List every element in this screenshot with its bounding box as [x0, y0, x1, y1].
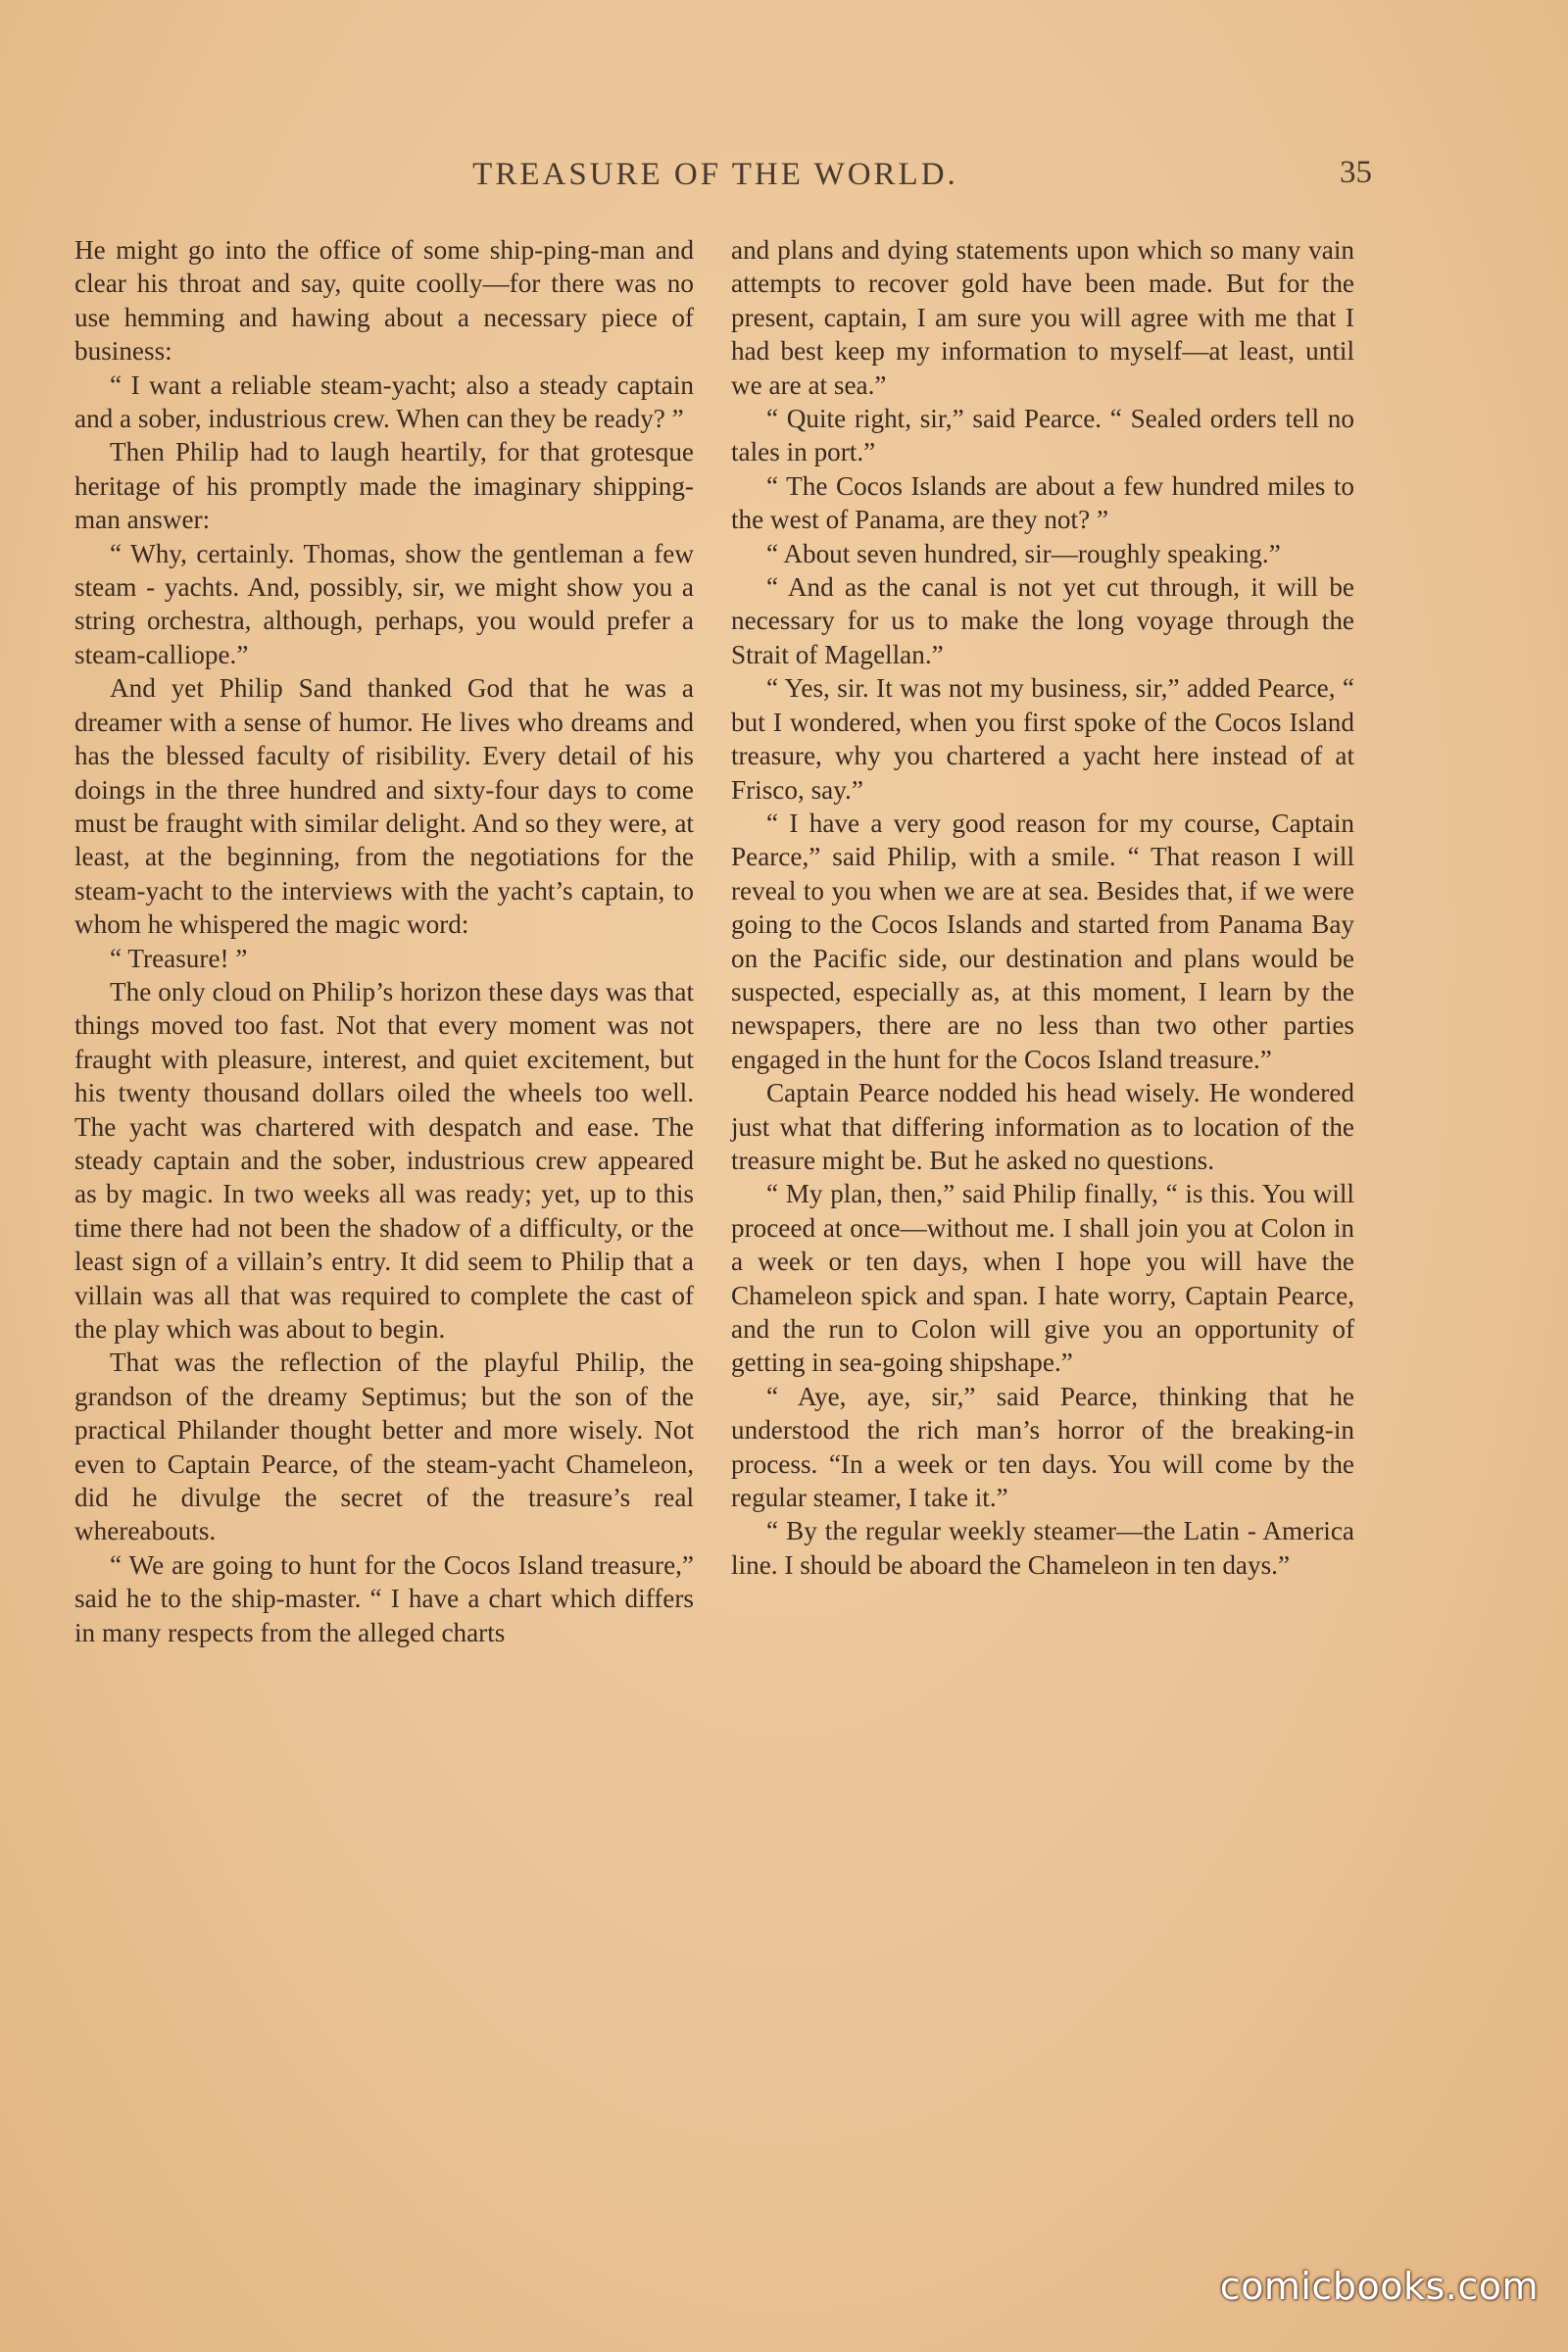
- paragraph: “ By the regular weekly steamer—the Latin - America line. I should be aboard the Chameleon in ten days.”: [731, 1516, 1354, 1580]
- paragraph: He might go into the office of some ship-ping-man and clear his throat and say, quite coolly—for there was no use hemming and hawing about a necessary piece of business:: [74, 235, 694, 367]
- paragraph: “ We are going to hunt for the Cocos Island treasure,” said he to the ship-master. “ I have a chart which differs in many respects from the alleged charts: [74, 1549, 694, 1647]
- paragraph: Then Philip had to laugh heartily, for that grotesque heritage of his promptly made the imaginary shipping-man answer:: [74, 437, 694, 535]
- paragraph: “ The Cocos Islands are about a few hundred miles to the west of Panama, are they not? ”: [731, 470, 1354, 535]
- page-header: [59, 147, 1372, 196]
- paragraph: That was the reflection of the playful Philip, the grandson of the dreamy Septimus; but the son of the practical Philander thought better and more wisely. Not even to Captain Pearce, of the steam-yacht Chameleon, did he divulge the secret of the treasure’s real whereabouts.: [74, 1348, 694, 1546]
- paragraph: “ And as the canal is not yet cut through, it will be necessary for us to make the long voyage through the Strait of Magellan.”: [731, 572, 1354, 669]
- paragraph: “ I have a very good reason for my course, Captain Pearce,” said Philip, with a smile. “ That reason I will reveal to you when we are at sea. Besides that, if we were going to the Cocos Islands and started from Panama Bay on the Pacific side, our destination and plans would be suspected, especially as, at this moment, I learn by the newspapers, there are no less than two other parties engaged in the hunt for the Cocos Island treasure.”: [731, 808, 1354, 1074]
- left-text-column: [74, 233, 694, 1649]
- paragraph: and plans and dying statements upon which so many vain attempts to recover gold have been made. But for the present, captain, I am sure you will agree with me that I had best keep my information to myself—at least, until we are at sea.”: [731, 235, 1354, 400]
- paragraph: And yet Philip Sand thanked God that he was a dreamer with a sense of humor. He lives who dreams and has the blessed faculty of risibility. Every detail of his doings in the three hundred and sixty-four days to come must be fraught with similar delight. And so they were, at least, at the beginning, from the negotiations for the steam-yacht to the interviews with the yacht’s captain, to whom he whispered the magic word:: [74, 673, 694, 940]
- running-head: TREASURE OF THE WORLD.: [472, 157, 958, 192]
- paragraph: “ Quite right, sir,” said Pearce. “ Sealed orders tell no tales in port.”: [731, 404, 1354, 467]
- paragraph: “ I want a reliable steam-yacht; also a steady captain and a sober, industrious crew. When can they be ready? ”: [74, 369, 694, 434]
- paragraph: “ Yes, sir. It was not my business, sir,” added Pearce, “ but I wondered, when you first spoke of the Cocos Island treasure, why you chartered a yacht here instead of at Frisco, say.”: [731, 673, 1354, 805]
- paragraph: “ About seven hundred, sir—roughly speaking.”: [766, 538, 1281, 568]
- page-number: 35: [1340, 155, 1372, 190]
- right-text-column: [731, 233, 1354, 1582]
- paragraph: “ Why, certainly. Thomas, show the gentleman a few steam - yachts. And, possibly, sir, we might show you a string orchestra, although, perhaps, you would prefer a steam-calliope.”: [74, 538, 694, 669]
- watermark: comicbooks.com: [1219, 2265, 1539, 2308]
- paragraph: “ My plan, then,” said Philip finally, “ is this. You will proceed at once—without me. I shall join you at Colon in a week or ten days, when I hope you will have the Chameleon spick and span. I hate worry, Captain Pearce, and the run to Colon will give you an opportunity of getting in sea-going shipshape.”: [731, 1179, 1354, 1378]
- paragraph: Captain Pearce nodded his head wisely. He wondered just what that differing information as to location of the treasure might be. But he asked no questions.: [731, 1078, 1354, 1175]
- paragraph: “ Aye, aye, sir,” said Pearce, thinking that he understood the rich man’s horror of the breaking-in process. “In a week or ten days. You will come by the regular steamer, I take it.”: [731, 1381, 1354, 1513]
- paragraph: “ Treasure! ”: [110, 943, 248, 973]
- paragraph: The only cloud on Philip’s horizon these days was that things moved too fast. Not that every moment was not fraught with pleasure, interest, and quiet excitement, but his twenty thousand dollars oiled the wheels too well. The yacht was chartered with despatch and ease. The steady captain and the sober, industrious crew appeared as by magic. In two weeks all was ready; yet, up to this time there had not been the shadow of a difficulty, or the least sign of a villain’s entry. It did seem to Philip that a villain was all that was required to complete the cast of the play which was about to begin.: [74, 976, 694, 1344]
